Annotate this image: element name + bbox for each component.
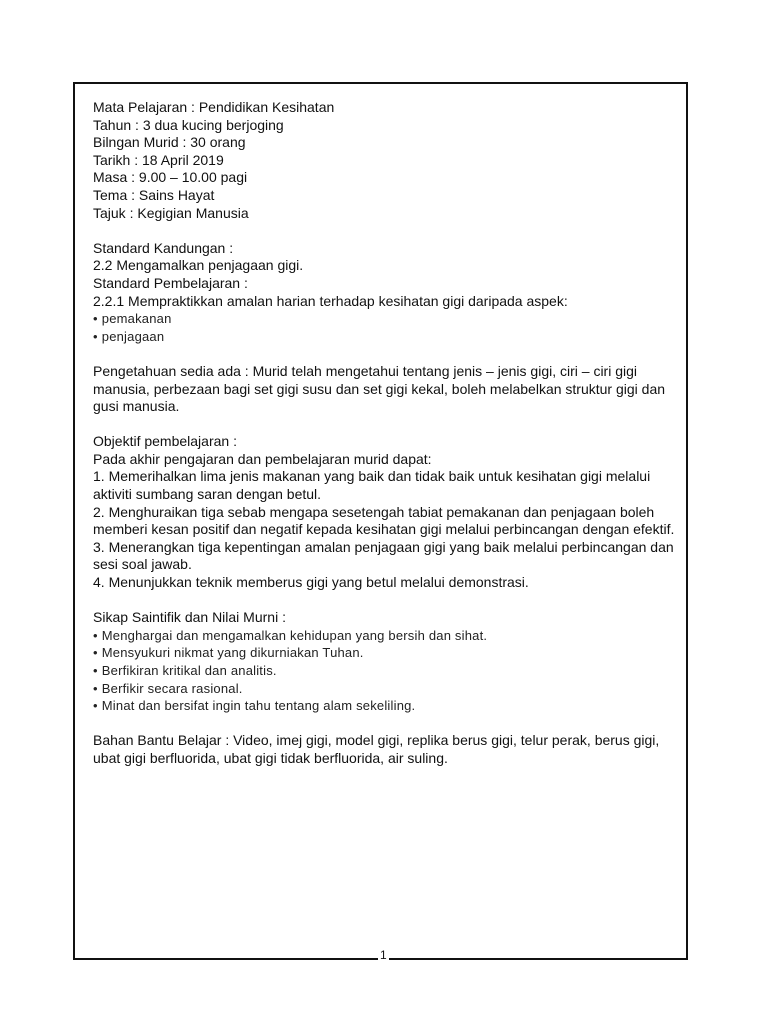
subject-line: Mata Pelajaran : Pendidikan Kesihatan	[93, 99, 335, 115]
bullet-icon: •	[93, 698, 98, 714]
content-standard-heading: Standard Kandungan :	[93, 239, 234, 256]
bullet-icon: •	[93, 645, 98, 661]
list-item: • Berfikiran kritikal dan analitis.	[93, 663, 277, 678]
objectives-intro: Pada akhir pengajaran dan pembelajaran murid dapat:	[93, 450, 432, 467]
materials-paragraph: Bahan Bantu Belajar : Video, imej gigi, model gigi, replika berus gigi, telur perak, berus gigi, ubat gigi berfluorida, ubat gigi tidak berfluorida, air suling.	[93, 732, 660, 766]
values-heading: Sikap Saintifik dan Nilai Murni :	[93, 609, 286, 626]
objective-item: 3. Menerangkan tiga kepentingan amalan penjagaan gigi yang baik melalui perbincangan dan sesi soal jawab.	[93, 538, 674, 573]
aspect-list	[93, 310, 683, 345]
bullet-icon: •	[93, 627, 98, 643]
list-item: • Minat dan bersifat ingin tahu tentang alam sekeliling.	[93, 698, 416, 714]
year-line: Tahun : 3 dua kucing berjoging	[93, 116, 284, 133]
bullet-icon: •	[93, 328, 98, 344]
objectives-heading: Objektif pembelajaran :	[93, 433, 237, 450]
list-item: • penjagaan	[93, 328, 165, 344]
prior-knowledge-paragraph: Pengetahuan sedia ada : Murid telah mengetahui tentang jenis – jenis gigi, ciri – ciri gigi manusia, perbezaan bagi set gigi susu dan set gigi kekal, boleh melabelkan struktur gigi dan gusi manusia.	[93, 362, 666, 415]
list-item: • Mensyukuri nikmat yang dikurniakan Tuhan.	[93, 645, 364, 661]
list-item: • Menghargai dan mengamalkan kehidupan yang bersih dan sihat.	[93, 627, 488, 643]
content-standard-item: 2.2 Mengamalkan penjagaan gigi.	[93, 257, 304, 274]
objective-item: 2. Menghuraikan tiga sebab mengapa sesetengah tabiat pemakanan dan penjagaan boleh memberi kesan positif dan negatif kepada kesihatan gigi melalui perbincangan dengan efektif.	[93, 503, 675, 538]
bullet-icon: •	[93, 311, 98, 327]
date-line: Tarikh : 18 April 2019	[93, 151, 224, 168]
bullet-icon: •	[93, 663, 98, 678]
bullet-icon: •	[93, 680, 98, 696]
topic-line: Tajuk : Kegigian Manusia	[93, 204, 249, 221]
page-number: 1	[380, 948, 387, 962]
list-item: • Berfikir secara rasional.	[93, 680, 243, 696]
objective-item: 4. Menunjukkan teknik memberus gigi yang betul melalui demonstrasi.	[93, 574, 529, 591]
theme-line: Tema : Sains Hayat	[93, 186, 215, 203]
learning-standard-item: 2.2.1 Mempraktikkan amalan harian terhadap kesihatan gigi daripada aspek:	[93, 292, 568, 309]
values-list	[93, 627, 683, 715]
lesson-plan-content	[93, 99, 683, 768]
objective-item: 1. Memerihalkan lima jenis makanan yang baik dan tidak baik untuk kesihatan gigi melalui aktiviti sumbang saran dengan betul.	[93, 468, 651, 503]
list-item: • pemakanan	[93, 311, 172, 327]
students-line: Bilngan Murid : 30 orang	[93, 134, 246, 151]
learning-standard-heading: Standard Pembelajaran :	[93, 274, 248, 291]
time-line: Masa : 9.00 – 10.00 pagi	[93, 169, 248, 186]
